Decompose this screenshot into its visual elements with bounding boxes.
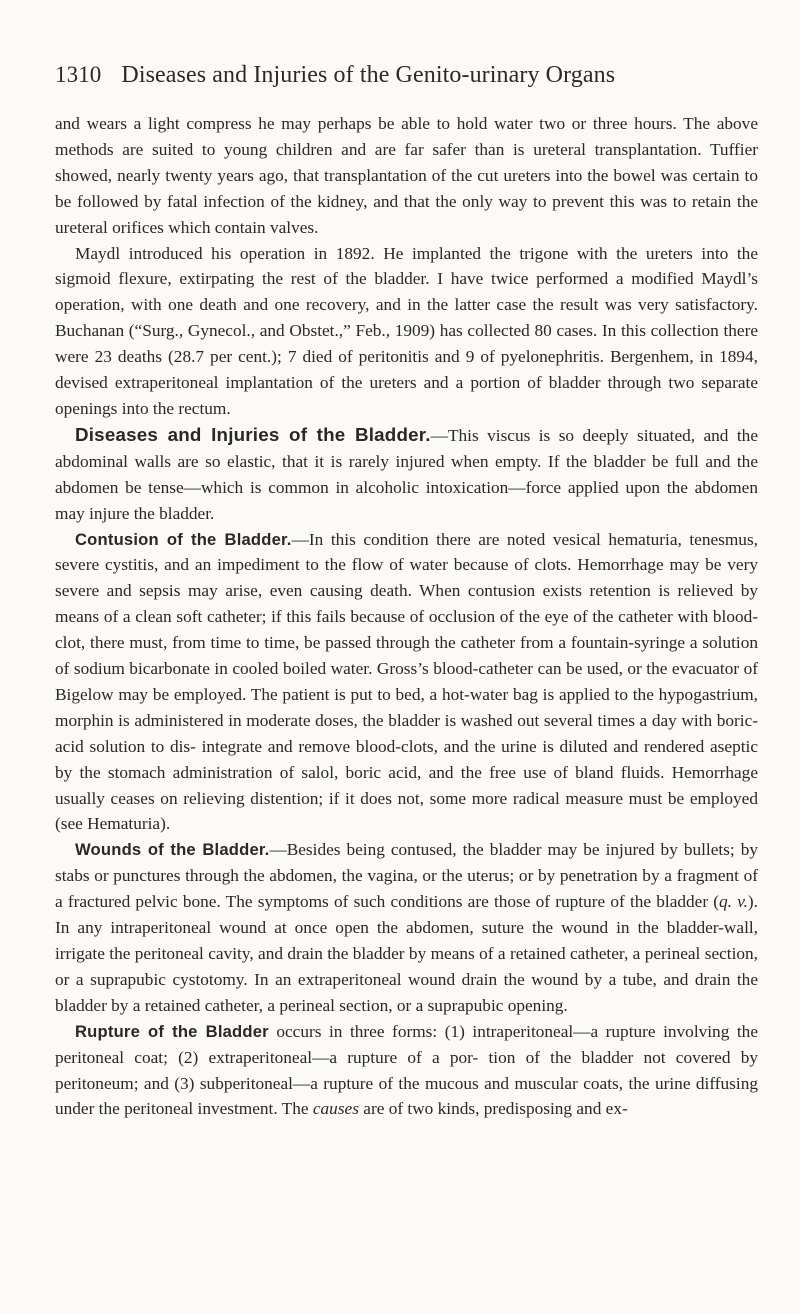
paragraph-text: are of two kinds, predisposing and ex-	[358, 1099, 628, 1119]
paragraph-maydl	[55, 241, 758, 422]
page-number: 1310	[55, 62, 102, 87]
paragraph-text: ). In any intraperitoneal wound at once open the abdomen, suture the wound in the bladder-wall, irrigate the peritoneal cavity, and drain the bladder by means of a retained catheter, a perineal section, or a suprapubic cystotomy. In an extraperitoneal wound drain the wound by a tube, and drain the bladder by a retained catheter, a perineal section, or a suprapubic opening.	[55, 892, 758, 1015]
body-text	[55, 111, 758, 1122]
section-heading: Rupture of the Bladder	[75, 1021, 269, 1041]
paragraph-wounds	[55, 837, 758, 1018]
paragraph-text: —In this condition there are noted vesical hematuria, tenesmus, severe cystitis, and an impediment to the flow of water because of clots. Hemorrhage may be very severe and sepsis may arise, even causing death. When contusion exists retention is relieved by means of a clean soft catheter; if this fails because of occlusion of the eye of the catheter with blood-clot, there must, from time to time, be passed through the catheter from a fountain-syringe a solution of sodium bicarbonate in cooled boiled water. Gross’s blood-catheter can be used, or the evacuator of Bigelow may be employed. The patient is put to bed, a hot-water bag is applied to the hypogastrium, morphin is administered in moderate doses, the bladder is washed out several times a day with boric-acid solution to dis- integrate and remove blood-clots, and the urine is diluted and rendered aseptic by the stomach administration of salol, boric acid, and the free use of bland fluids. Hemorrhage usually ceases on relieving distention; if it does not, some more radical measure must be employed (see Hematuria).	[55, 529, 758, 834]
book-page	[55, 62, 758, 1122]
paragraph-text: —Besides being contused, the bladder may be injured by bullets; by stabs or punctures through the abdomen, the vagina, or the uterus; or by penetration by a fragment of a fractured pelvic bone. The symptoms of such conditions are those of rupture of the bladder (	[55, 840, 758, 912]
paragraph-text: Maydl introduced his operation in 1892. He implanted the trigone with the ureters into the sigmoid flexure, extirpating the rest of the bladder. I have twice performed a modified Maydl’s operation, with one death and one recovery, and in the latter case the result was very satisfactory. Buchanan (“Surg., Gynecol., and Obstet.,” Feb., 1909) has collected 80 cases. In this collection there were 23 deaths (28.7 per cent.); 7 died of peritonitis and 9 of pyelonephritis. Bergenhem, in 1894, devised extraperitoneal implantation of the ureters and a portion of bladder through two separate openings into the rectum.	[55, 243, 758, 418]
italic-text: q. v.	[719, 892, 748, 912]
paragraph-contusion	[55, 527, 758, 838]
section-heading: Diseases and Injuries of the Bladder.	[75, 423, 431, 445]
running-header	[55, 62, 758, 89]
paragraph-rupture	[55, 1019, 758, 1123]
section-heading: Contusion of the Bladder.	[75, 529, 292, 549]
paragraph-text: and wears a light compress he may perhaps be able to hold water two or three hours. The above methods are suited to young children and are far safer than is ureteral transplantation. Tuffier showed, nearly twenty years ago, that transplantation of the cut ureters into the bowel was certain to be followed by fatal infection of the kidney, and that the only way to prevent this was to retain the ureteral orifices which contain valves.	[55, 114, 758, 237]
italic-text: causes	[312, 1099, 359, 1119]
section-heading: Wounds of the Bladder.	[75, 840, 270, 860]
paragraph-text: occurs in three forms: (1) intraperitoneal—a rupture involving the peritoneal coat; (2) extraperitoneal—a rupture of a por- tion of the bladder not covered by peritoneum; and (3) subperitoneal—a rupture of the mucous and muscular coats, the urine diffusing under the peritoneal investment. The	[55, 1021, 758, 1119]
paragraph-continuation	[55, 111, 758, 241]
running-title: Diseases and Injuries of the Genito-urinary Organs	[121, 62, 616, 88]
paragraph-text: —This viscus is so deeply situated, and the abdominal walls are so elastic, that it is rarely injured when empty. If the bladder be full and the abdomen be tense—which is common in alcoholic intoxication—force applied upon the abdomen may injure the bladder.	[55, 425, 758, 523]
paragraph-diseases-bladder	[55, 422, 758, 527]
